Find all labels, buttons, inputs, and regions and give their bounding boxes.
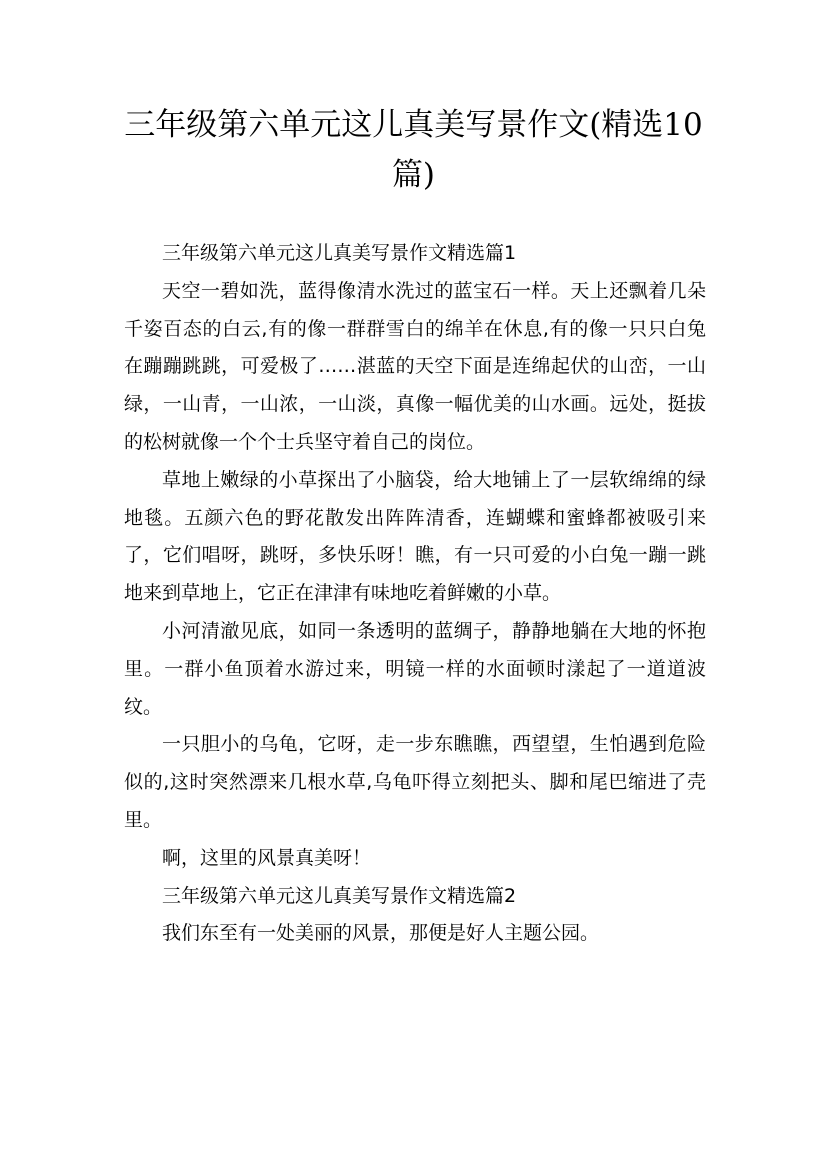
paragraph-park-intro: 我们东至有一处美丽的风景，那便是好人主题公园。: [162, 922, 600, 945]
section-heading-2: 三年级第六单元这儿真美写景作文精选篇2: [162, 884, 517, 907]
document-title: 三年级第六单元这儿真美写景作文(精选10篇): [124, 107, 703, 193]
document-body: [124, 235, 706, 953]
paragraph-conclusion: 啊，这里的风景真美呀！: [162, 846, 372, 869]
paragraph-river: 小河清澈见底，如同一条透明的蓝绸子，静静地躺在大地的怀抱里。一群小鱼顶着水游过来，明镜一样的水面顿时漾起了一道道波纹。: [124, 619, 706, 718]
section-heading-1: 三年级第六单元这儿真美写景作文精选篇1: [162, 242, 517, 264]
paragraph-turtle: 一只胆小的乌龟，它呀，走一步东瞧瞧，西望望，生怕遇到危险似的,这时突然漂来几根水草,乌龟吓得立刻把头、脚和尾巴缩进了壳里。: [124, 733, 706, 831]
paragraph-grass: 草地上嫩绿的小草探出了小脑袋，给大地铺上了一层软绵绵的绿地毯。五颜六色的野花散发出阵阵清香，连蝴蝶和蜜蜂都被吸引来了，它们唱呀，跳呀，多快乐呀！瞧，有一只可爱的小白兔一蹦一跳地来到草地上，它正在津津有味地吃着鲜嫩的小草。: [124, 468, 706, 605]
paragraph-sky: 天空一碧如洗，蓝得像清水洗过的蓝宝石一样。天上还飘着几朵千姿百态的白云,有的像一群群雪白的绵羊在休息,有的像一只只白兔在蹦蹦跳跳，可爱极了……湛蓝的天空下面是连绵起伏的山峦，一山绿，一山青，一山浓，一山淡，真像一幅优美的山水画。远处，挺拔的松树就像一个个士兵坚守着自己的岗位。: [124, 279, 706, 453]
